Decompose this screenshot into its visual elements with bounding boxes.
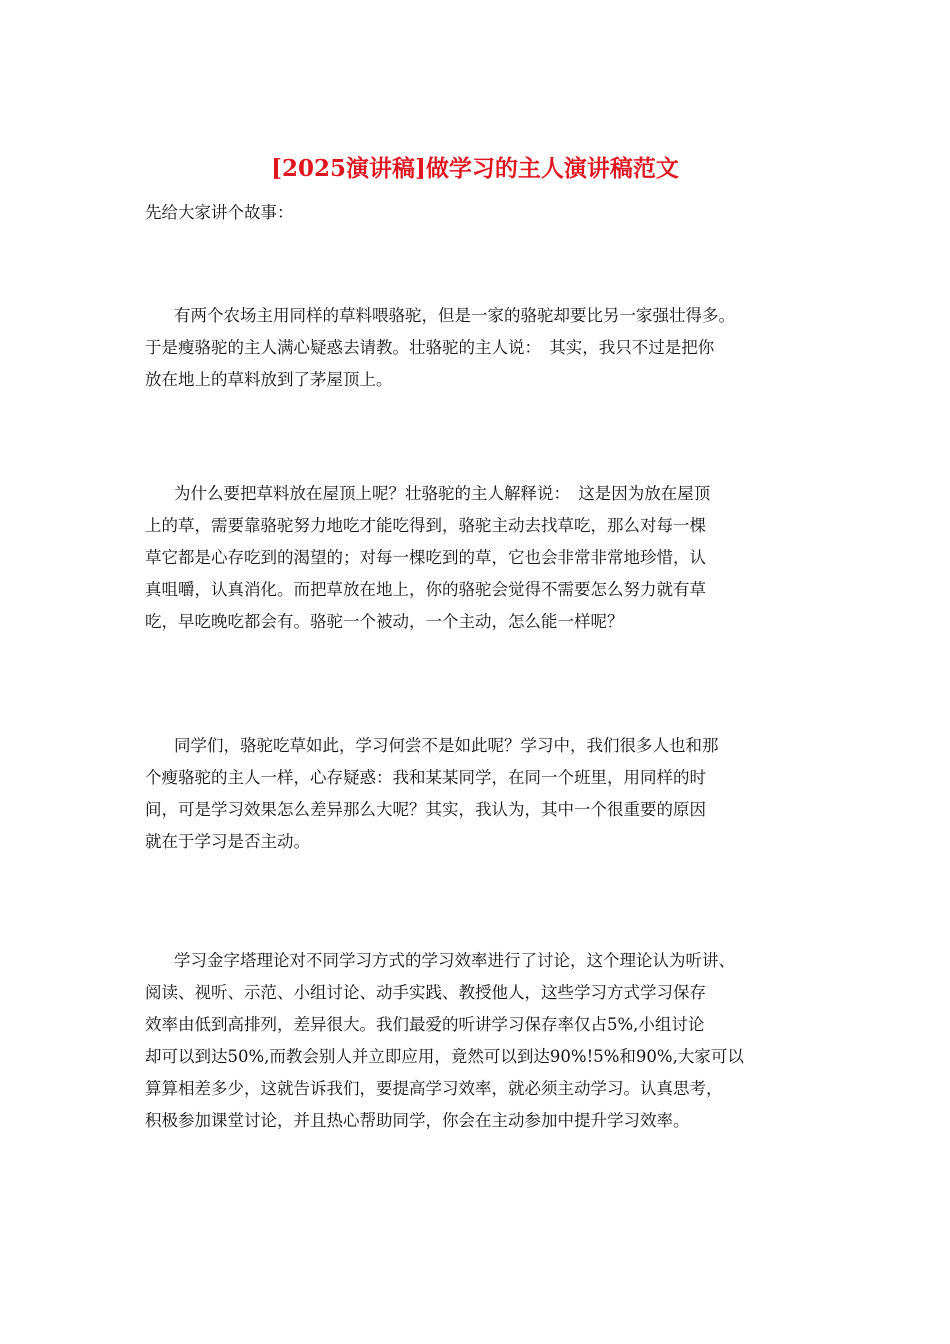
paragraph-line: 学习金字塔理论对不同学习方式的学习效率进行了讨论，这个理论认为听讲、 — [174, 951, 735, 970]
paragraph-line: 吃，早吃晚吃都会有。骆驼一个被动，一个主动，怎么能一样呢？ — [145, 612, 624, 631]
paragraph-line: 草它都是心存吃到的渴望的；对每一棵吃到的草，它也会非常非常地珍惜，认 — [145, 548, 706, 567]
document-title: [2025演讲稿]做学习的主人演讲稿范文 — [271, 155, 679, 182]
paragraph-3 — [145, 730, 835, 858]
paragraph-line: 效率由低到高排列，差异很大。我们最爱的听讲学习保存率仅占5%,小组讨论 — [145, 1015, 705, 1034]
paragraph-line: 为什么要把草料放在屋顶上呢？壮骆驼的主人解释说： 这是因为放在屋顶 — [174, 484, 711, 503]
paragraph-line: 却可以到达50%,而教会别人并立即应用，竟然可以到达90%!5%和90%,大家可以 — [145, 1047, 744, 1066]
paragraph-line: 于是瘦骆驼的主人满心疑惑去请教。壮骆驼的主人说： 其实，我只不过是把你 — [145, 338, 715, 357]
paragraph-line: 真咀嚼，认真消化。而把草放在地上，你的骆驼会觉得不需要怎么努力就有草 — [145, 580, 706, 599]
paragraph-line: 就在于学习是否主动。 — [145, 832, 310, 851]
paragraph-line: 同学们，骆驼吃草如此，学习何尝不是如此呢？学习中，我们很多人也和那 — [174, 736, 719, 755]
paragraph-line: 个瘦骆驼的主人一样，心存疑惑：我和某某同学，在同一个班里，用同样的时 — [145, 768, 706, 787]
paragraph-line: 算算相差多少，这就告诉我们，要提高学习效率，就必须主动学习。认真思考， — [145, 1079, 723, 1098]
paragraph-1 — [145, 300, 835, 396]
paragraph-line: 放在地上的草料放到了茅屋顶上。 — [145, 370, 393, 389]
paragraph-line: 积极参加课堂讨论，并且热心帮助同学，你会在主动参加中提升学习效率。 — [145, 1111, 690, 1130]
paragraph-line: 上的草，需要靠骆驼努力地吃才能吃得到，骆驼主动去找草吃，那么对每一棵 — [145, 516, 706, 535]
paragraph-2 — [145, 478, 835, 638]
paragraph-line: 阅读、视听、示范、小组讨论、动手实践、教授他人，这些学习方式学习保存 — [145, 983, 706, 1002]
intro-line: 先给大家讲个故事： — [145, 203, 294, 222]
paragraph-4 — [145, 945, 835, 1137]
paragraph-line: 有两个农场主用同样的草料喂骆驼，但是一家的骆驼却要比另一家强壮得多。 — [174, 306, 735, 325]
paragraph-line: 间，可是学习效果怎么差异那么大呢？其实，我认为，其中一个很重要的原因 — [145, 800, 706, 819]
